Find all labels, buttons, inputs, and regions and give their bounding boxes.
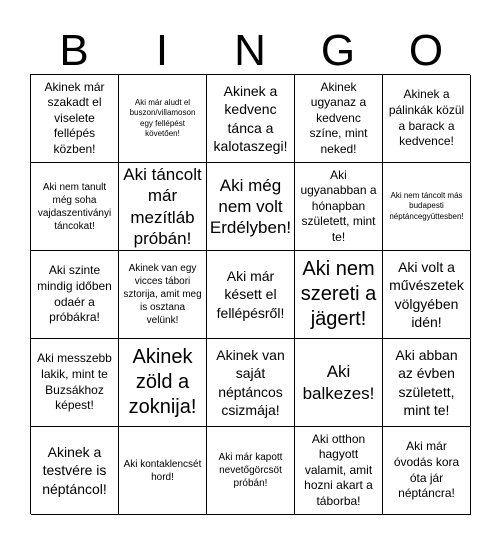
cell-text: Aki táncolt már mezítláb próbán! (123, 165, 202, 248)
bingo-cell[interactable] (207, 427, 295, 515)
bingo-cell[interactable] (383, 163, 471, 251)
cell-text: Aki otthon hagyott valamit, amit hozni akart a táborba! (304, 431, 373, 508)
bingo-cell[interactable] (31, 427, 119, 515)
bingo-cell[interactable] (31, 163, 119, 251)
bingo-cell[interactable] (207, 163, 295, 251)
cell-text: Aki ugyanabban a hónapban született, mint te! (300, 167, 377, 244)
bingo-cell[interactable] (207, 251, 295, 339)
cell-text: Aki már késett el fellépésről! (216, 268, 285, 321)
cell-text: Akinek van saját néptáncos csizmája! (216, 347, 285, 418)
cell-text: Akinek már szakadt el viselete fellépés közben! (44, 79, 105, 156)
cell-text: Akinek van egy vicces tábori sztorija, amit meg is osztana velünk! (123, 263, 202, 326)
cell-text: Aki nem táncolt más budapesti néptáncegyüttesben! (389, 190, 464, 221)
cell-text: Akinek a testvére is néptáncol! (42, 444, 107, 497)
bingo-cell[interactable] (31, 75, 119, 163)
cell-text: Akinek a pálinkák közül a barack a kedvence! (388, 87, 465, 149)
bingo-cell[interactable] (31, 251, 119, 339)
cell-text: Akinek a kedvenc tánca a kalotaszegi! (213, 83, 288, 154)
cell-text: Aki szinte mindig időben odaér a próbákra! (37, 263, 112, 325)
bingo-cell[interactable] (119, 251, 207, 339)
header-letter-b: B (59, 26, 89, 75)
header-letter-n: N (234, 26, 266, 75)
cell-text: Aki volt a művészetek völgyében idén! (389, 259, 464, 330)
bingo-cell[interactable] (383, 339, 471, 427)
cell-text: Aki már aludt el buszon/villamoson egy fellépést követően! (129, 97, 196, 138)
bingo-cell[interactable] (295, 163, 383, 251)
cell-text: Aki messzebb lakik, mint te Buzsákhoz képest! (37, 351, 112, 413)
bingo-cell[interactable] (207, 75, 295, 163)
bingo-cell[interactable] (383, 75, 471, 163)
header-letter-o: O (408, 26, 444, 75)
bingo-cell[interactable] (119, 427, 207, 515)
cell-text: Akinek zöld a zoknija! (128, 346, 197, 418)
cell-text: Aki balkezes! (302, 362, 375, 403)
cell-text: Aki kontaklencsét hord! (123, 458, 202, 483)
bingo-cell[interactable] (119, 163, 207, 251)
bingo-board (30, 74, 470, 514)
bingo-cell[interactable] (119, 339, 207, 427)
cell-text: Aki még nem volt Erdélyben! (209, 175, 292, 238)
bingo-cell[interactable] (207, 339, 295, 427)
bingo-cell[interactable] (383, 251, 471, 339)
header-letter-g: G (320, 26, 356, 75)
cell-text: Aki nem szereti a jägert! (300, 258, 377, 330)
cell-text: Aki nem tanult még soha vajdaszentiványi táncokat! (37, 181, 112, 232)
cell-text: Aki abban az évben született, mint te! (395, 347, 458, 418)
bingo-cell[interactable] (383, 427, 471, 515)
cell-text: Aki már óvodás kora óta jár néptáncra! (393, 439, 460, 501)
bingo-cell[interactable] (295, 427, 383, 515)
bingo-cell[interactable] (295, 251, 383, 339)
bingo-cell[interactable] (31, 339, 119, 427)
header-letter-i: I (155, 26, 169, 75)
bingo-cell[interactable] (119, 75, 207, 163)
bingo-header (30, 28, 470, 74)
bingo-cell[interactable] (295, 339, 383, 427)
cell-text: Aki már kapott nevetőgörcsöt próbán! (218, 452, 283, 489)
cell-text: Akinek ugyanaz a kedvenc színe, mint neked! (309, 79, 368, 156)
bingo-cell[interactable] (295, 75, 383, 163)
